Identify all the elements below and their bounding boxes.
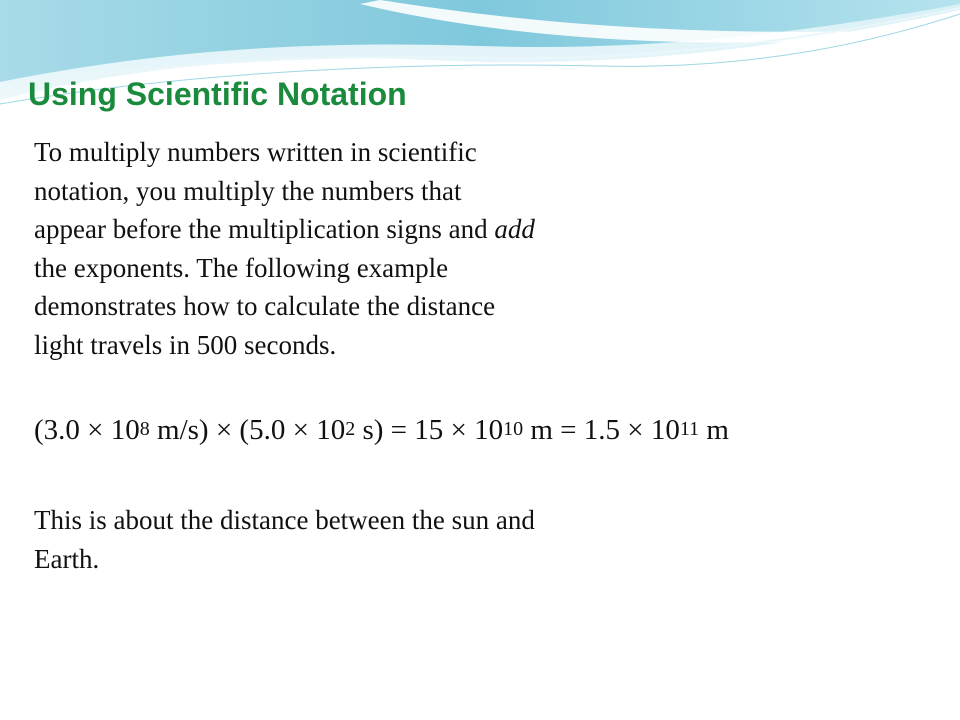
equation-term-4: m = 1.5 × 10	[523, 414, 680, 446]
intro-line-1: To multiply numbers written in scientific	[34, 137, 477, 167]
exponent-4: 11	[679, 418, 700, 440]
conclusion-line-2: Earth.	[34, 543, 100, 574]
conclusion-line-1: This is about the distance between the sun and	[34, 505, 535, 535]
slide-title: Using Scientific Notation	[28, 76, 407, 112]
intro-line-5: demonstrates how to calculate the distance	[34, 291, 496, 321]
intro-line-4: the exponents. The following example	[34, 252, 449, 283]
equation-term-3: s) = 15 × 10	[355, 414, 504, 446]
exponent-3: 10	[503, 418, 524, 440]
intro-line-3-text: appear before the multiplication signs and	[34, 214, 495, 244]
equation-term-2: m/s) × (5.0 × 10	[149, 414, 346, 446]
emphasis-add: add	[494, 214, 535, 244]
intro-line-2: notation, you multiply the numbers that	[34, 175, 462, 206]
intro-paragraph	[34, 133, 694, 364]
exponent-1: 8	[139, 418, 150, 440]
conclusion-paragraph	[34, 501, 694, 578]
intro-line-3	[34, 210, 694, 249]
intro-line-6: light travels in 500 seconds.	[34, 329, 337, 360]
equation-term-1: (3.0 × 10	[34, 414, 140, 446]
exponent-2: 2	[345, 418, 356, 440]
example-equation	[34, 406, 729, 454]
equation-term-5: m	[699, 414, 729, 446]
